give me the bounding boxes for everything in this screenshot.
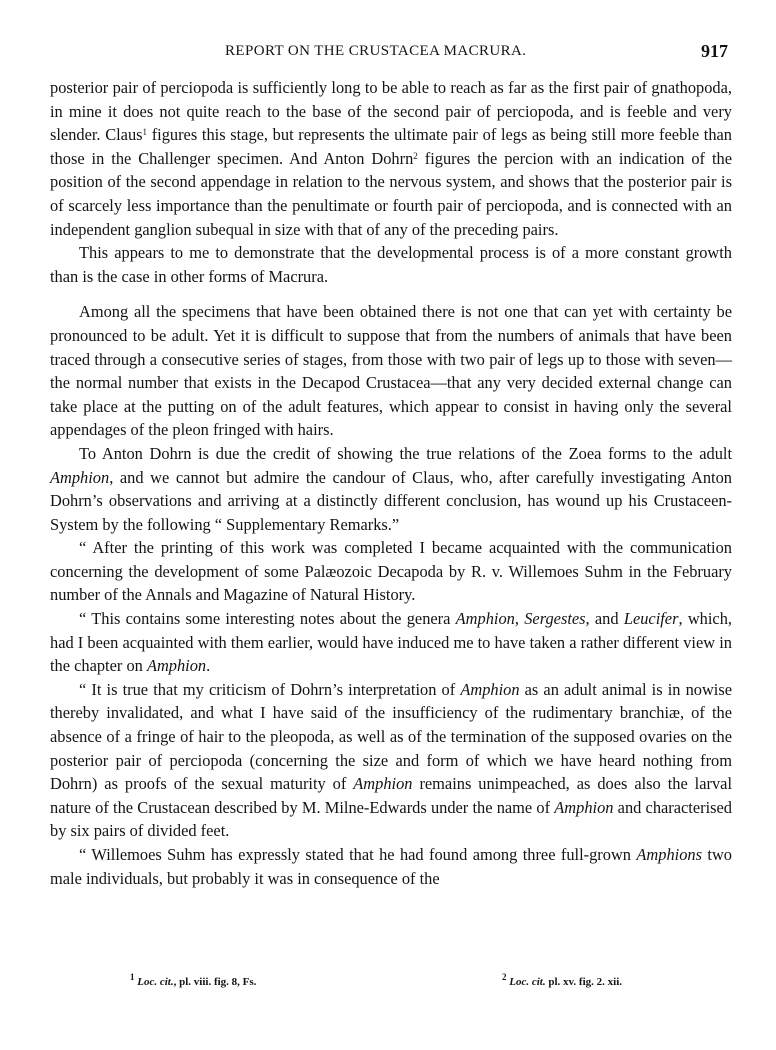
italic-term: Amphion — [460, 679, 520, 699]
text-run: “ This contains some interesting notes about the genera — [79, 609, 456, 629]
text-run: , which, had I been acquainted with them earlier, would have induced me to have taken a rather different view in the chapter on — [50, 609, 732, 676]
paragraph — [50, 442, 732, 536]
text-run: “ Willemoes Suhm has expressly stated that he had found among three full-grown — [79, 845, 637, 864]
text-run: , and we cannot but admire the candour of Claus, who, after carefully investigating Anton Dohrn’s observations and arriving at a distinctly different conclusion, has wound up his Crustaceen-System by the following “ Supplementary Remarks.” — [50, 467, 732, 534]
footnote-reference: , pl. viii. fig. 8, Fs. — [173, 976, 257, 988]
italic-term: Leucifer — [623, 609, 679, 629]
page-number: 917 — [701, 41, 728, 61]
italic-term: Amphion — [353, 774, 413, 794]
footnote-1 — [130, 972, 257, 988]
italic-term: Amphion — [146, 656, 207, 676]
quoted-paragraph — [50, 536, 732, 607]
text-run: , and — [585, 609, 624, 629]
text-run: “ After the printing of this work was completed I became acquainted with the communication concerning the development of some Palæozoic Decapoda by R. v. Willemoes Suhm in the February number of the Annals and Magazine of Natural History. — [50, 538, 732, 605]
quoted-paragraph — [50, 843, 732, 890]
italic-term: Amphion — [554, 797, 614, 817]
text-run: remains unimpeached, as does also the larval nature of the Crustacean described by M. Milne-Edwards under the name of — [50, 774, 732, 817]
footnote-citation: Loc. cit. — [509, 976, 546, 988]
text-run: “ It is true that my criticism of Dohrn’s interpretation of — [79, 679, 461, 699]
footnote-2 — [502, 972, 623, 988]
text-run: Among all the specimens that have been obtained there is not one that can yet with certainty be pronounced to be adult. Yet it is difficult to suppose that from the numbers of animals that have been traced through a consecutive series of stages, from those with two pair of legs up to those with seven—the normal number that exists in the Decapod Crustacea—that any very decided external change can take place at the putting on of the adult features, which appear to consist in having only the several appendages of the pleon fringed with hairs. — [50, 302, 732, 440]
text-run: To Anton Dohrn is due the credit of showing the true relations of the Zoea forms to the adult — [79, 443, 732, 463]
text-run: posterior pair of perciopoda is sufficiently long to be able to reach as far as the first pair of gnathopoda, in mine it does not quite reach to the base of the second pair of perciopoda, and is feeble and very slender. Claus — [50, 78, 732, 145]
footnote-mark: 1 — [130, 972, 135, 982]
italic-term: Amphion — [50, 467, 110, 487]
italic-term: Sergestes — [524, 609, 586, 629]
quoted-paragraph — [50, 678, 732, 843]
paragraph — [50, 76, 732, 241]
text-run: and characterised by six pairs of divided feet. — [50, 797, 732, 841]
text-run: figures this stage, but represents the ultimate pair of legs as being still more feeble than those in the Challenger specimen. And Anton Dohrn — [50, 125, 732, 168]
text-run: . — [206, 656, 211, 676]
footnote-ref: 1 — [142, 127, 148, 138]
text-run: two male individuals, but probably it was in consequence of the — [50, 845, 733, 888]
footnote-reference: pl. xv. fig. 2. xii. — [545, 976, 623, 988]
italic-term: Amphion — [455, 609, 515, 629]
italic-term: Amphions — [636, 845, 702, 864]
quoted-paragraph — [50, 607, 732, 678]
footnote-citation: Loc. cit. — [137, 976, 174, 988]
text-run: as an adult animal is in nowise thereby invalidated, and what I have said of the insufficiency of the rudimentary branchiæ, of the absence of a fringe of hair to the pleopoda, as well as of the termination of the supposed ovaries on the posterior pair of perciopoda (concerning the size and form of which we have heard nothing from Dohrn) as proofs of the sexual maturity of — [50, 679, 733, 794]
text-run: This appears to me to demonstrate that the developmental process is of a more constant growth than is the case in other forms of Macrura. — [50, 243, 732, 286]
text-run: figures the percion with an indication of the position of the second appendage in relation to the nervous system, and shows that the posterior pair is of scarcely less importance than the penultimate or fourth pair of perciopoda, and is connected with an independent ganglion subequal in size with that of any of the preceding pairs. — [50, 148, 732, 239]
footnote-ref: 2 — [413, 150, 418, 161]
text-run: , — [514, 609, 525, 629]
running-header — [50, 43, 728, 63]
footnotes — [50, 972, 732, 994]
running-title: REPORT ON THE CRUSTACEA MACRURA. — [225, 43, 527, 59]
footnote-mark: 2 — [502, 972, 507, 982]
paragraph — [50, 300, 732, 442]
paragraph — [50, 241, 732, 288]
body-text — [50, 76, 732, 890]
